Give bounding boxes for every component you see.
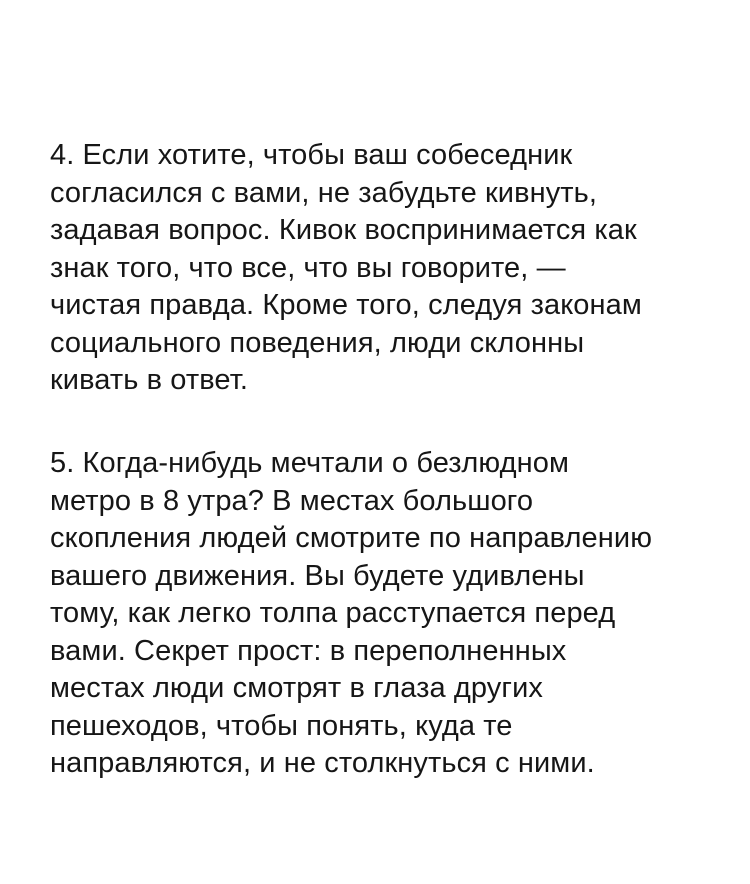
text-line: вами. Секрет прост: в переполненных: [50, 634, 567, 667]
text-line: пешеходов, чтобы понять, куда те: [50, 709, 513, 742]
text-line: скопления людей смотрите по направлению: [50, 522, 653, 554]
text-line: чистая правда. Кроме того, следуя законам: [50, 289, 642, 321]
text-line: 4. Если хотите, чтобы ваш собеседник: [50, 139, 573, 171]
text-line: вашего движения. Вы будете удивлены: [50, 559, 585, 592]
text-line: задавая вопрос. Кивок воспринимается как: [50, 214, 637, 246]
text-line: знак того, что все, что вы говорите, —: [50, 251, 566, 284]
text-line: направляются, и не столкнуться с ними.: [50, 747, 595, 779]
text-line: метро в 8 утра? В местах большого: [50, 484, 534, 517]
text-line: местах люди смотрят в глаза других: [50, 672, 543, 704]
text-line: кивать в ответ.: [50, 364, 249, 396]
paragraph-tip-4: [50, 137, 730, 400]
paragraph-tip-5: [50, 445, 730, 783]
text-line: социального поведения, люди склонны: [50, 326, 585, 359]
text-line: согласился с вами, не забудьте кивнуть,: [50, 176, 598, 209]
text-line: 5. Когда-нибудь мечтали о безлюдном: [50, 447, 570, 479]
text-line: тому, как легко толпа расступается перед: [50, 597, 616, 629]
